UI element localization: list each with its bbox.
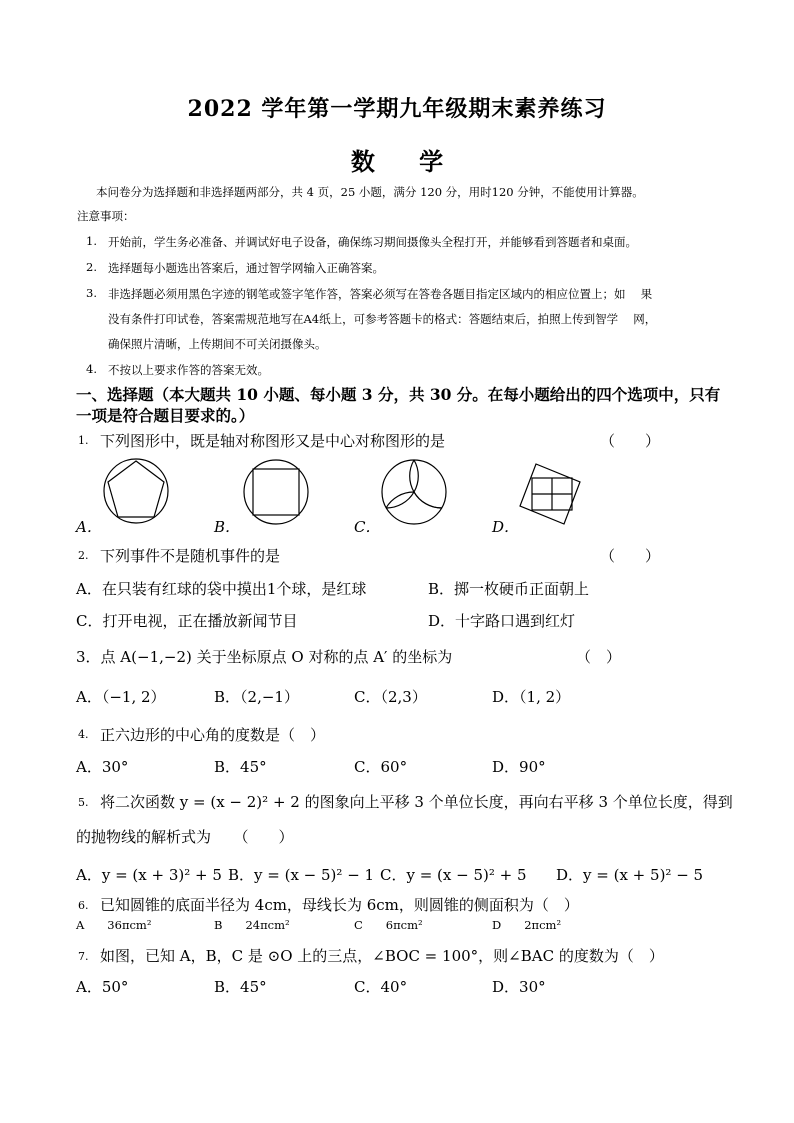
section-heading-cont: 一项是符合题目要求的。） xyxy=(76,406,255,425)
option-b: B 24πcm² xyxy=(214,918,290,932)
pentagon-in-circle-figure xyxy=(98,458,178,530)
option-c: C．打开电视，正在播放新闻节目 xyxy=(76,612,298,630)
three-arcs-in-circle-figure xyxy=(378,460,452,530)
question-text-cont: 的抛物线的解析式为 （ ） xyxy=(76,828,294,846)
question-text: 已知圆锥的底面半径为 4cm，母线长为 6cm，则圆锥的侧面积为（ ） xyxy=(100,896,579,914)
note-text: 没有条件打印试卷，答案需规范地写在A4纸上，可参考答题卡的格式：答题结束后，拍照上传到智学 网， xyxy=(108,312,657,326)
question-text: 下列图形中，既是轴对称图形又是中心对称图形的是 xyxy=(100,432,446,450)
option-d: D 2πcm² xyxy=(492,918,562,932)
answer-paren: （ ） xyxy=(600,547,661,565)
exam-title: 2022 学年第一学期九年级期末素养练习 xyxy=(187,96,607,122)
option-d: D．30° xyxy=(492,978,546,996)
answer-paren: （ ） xyxy=(576,648,622,666)
note-num: 4. xyxy=(86,362,97,376)
notes-heading: 注意事项： xyxy=(77,209,135,223)
question-text: 如图，已知 A，B，C 是 ⊙O 上的三点，∠BOC = 100°，则∠BAC 的度数为（ ） xyxy=(100,947,664,965)
option-b: B．y = (x − 5)² − 1 xyxy=(228,866,375,884)
note-text: 确保照片清晰，上传期间不可关闭摄像头。 xyxy=(108,337,327,351)
option-a: A．在只装有红球的袋中摸出1个球，是红球 xyxy=(76,580,367,598)
option-b: B．45° xyxy=(214,758,267,776)
option-b: B．45° xyxy=(214,978,267,996)
rotated-squares-figure xyxy=(518,462,590,526)
option-d: D．（1, 2） xyxy=(492,688,571,706)
option-b: B．掷一枚硬币正面朝上 xyxy=(428,580,590,598)
option-a: A．30° xyxy=(76,758,129,776)
question-number: 7. xyxy=(78,950,89,963)
question-text: 正六边形的中心角的度数是（ ） xyxy=(100,726,326,744)
answer-paren: （ ） xyxy=(600,432,661,450)
subject-title: 数 学 xyxy=(350,147,444,176)
option-c: C．60° xyxy=(354,758,408,776)
intro-text: 本问卷分为选择题和非选择题两部分，共 4 页，25 小题，满分 120 分，用时120 分钟，不能使用计算器。 xyxy=(96,185,644,199)
option-d: D．十字路口遇到红灯 xyxy=(428,612,576,630)
option-a: A 36πcm² xyxy=(76,918,152,932)
note-num: 2. xyxy=(86,260,97,274)
option-label: C． xyxy=(354,518,381,536)
question-text: 3．点 A(−1,−2) 关于坐标原点 O 对称的点 A′ 的坐标为 xyxy=(76,648,453,666)
note-text: 不按以上要求作答的答案无效。 xyxy=(108,363,269,377)
square-in-circle-figure xyxy=(240,460,312,530)
question-number: 4. xyxy=(78,728,89,741)
note-num: 3. xyxy=(86,286,97,300)
note-text: 非选择题必须用黑色字迹的钢笔或签字笔作答，答案必须写在答卷各题目指定区域内的相应位置上；如 果 xyxy=(108,287,653,301)
option-b: B．（2,−1） xyxy=(214,688,299,706)
option-c: C．40° xyxy=(354,978,408,996)
question-number: 5. xyxy=(78,796,89,809)
question-text: 下列事件不是随机事件的是 xyxy=(100,547,281,565)
question-number: 2. xyxy=(78,549,89,562)
question-number: 6. xyxy=(78,899,89,912)
note-num: 1. xyxy=(86,234,97,248)
option-label: B． xyxy=(214,518,241,536)
question-number: 1. xyxy=(78,434,89,447)
section-heading: 一、选择题（本大题共 10 小题、每小题 3 分，共 30 分。在每小题给出的四个选项中，只有 xyxy=(76,385,721,404)
option-c: C．（2,3） xyxy=(354,688,427,706)
note-text: 开始前，学生务必准备、并调试好电子设备，确保练习期间摄像头全程打开，并能够看到答题者和桌面。 xyxy=(108,235,637,249)
question-text: 将二次函数 y = (x − 2)² + 2 的图象向上平移 3 个单位长度，再向右平移 3 个单位长度，得到 xyxy=(100,793,733,811)
note-text: 选择题每小题选出答案后，通过智学网输入正确答案。 xyxy=(108,261,384,275)
option-c: C 6πcm² xyxy=(354,918,423,932)
option-a: A．（−1, 2） xyxy=(76,688,166,706)
option-label: A． xyxy=(76,518,102,536)
option-label: D． xyxy=(492,518,520,536)
option-a: A．y = (x + 3)² + 5 xyxy=(76,866,222,884)
option-a: A．50° xyxy=(76,978,129,996)
option-c: C．y = (x − 5)² + 5 xyxy=(380,866,527,884)
option-d: D．y = (x + 5)² − 5 xyxy=(556,866,704,884)
option-d: D．90° xyxy=(492,758,546,776)
